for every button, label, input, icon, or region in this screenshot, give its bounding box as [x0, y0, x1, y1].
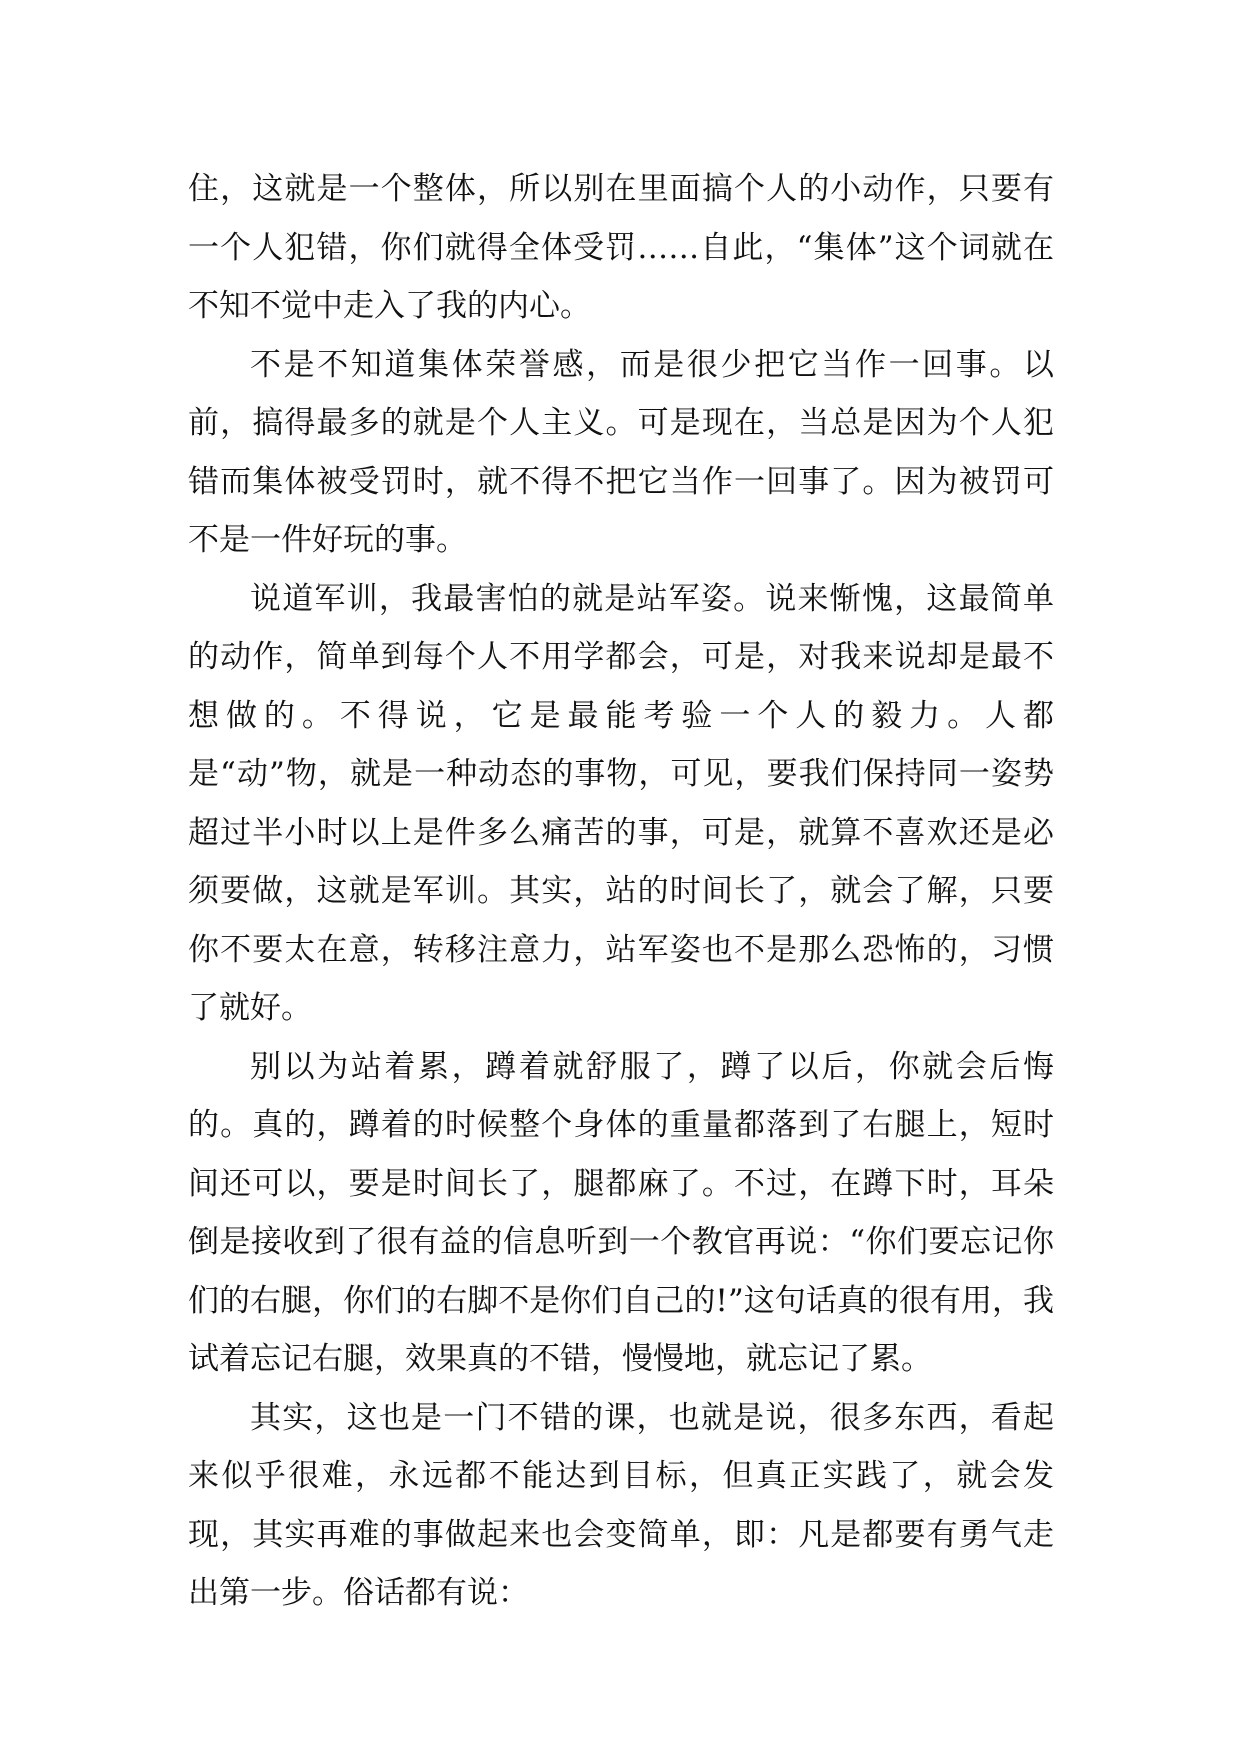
paragraph-continuation: 住，这就是一个整体，所以别在里面搞个人的小动作，只要有一个人犯错，你们就得全体受罚……自此，“集体”这个词就在不知不觉中走入了我的内心。 — [188, 171, 1054, 324]
paragraph-collective-honor: 不是不知道集体荣誉感，而是很少把它当作一回事。以前，搞得最多的就是个人主义。可是现在，当总是因为个人犯错而集体被受罚时，就不得不把它当作一回事了。因为被罚可不是一件好玩的事。 — [188, 346, 1054, 558]
paragraph-first-step: 其实，这也是一门不错的课，也就是说，很多东西，看起来似乎很难，永远都不能达到目标，但真正实践了，就会发现，其实再难的事做起来也会变简单，即：凡是都要有勇气走出第一步。俗话都有说： — [188, 1399, 1054, 1611]
body-text — [188, 160, 1054, 1623]
paragraph-squatting: 别以为站着累，蹲着就舒服了，蹲了以后，你就会后悔的。真的，蹲着的时候整个身体的重量都落到了右腿上，短时间还可以，要是时间长了，腿都麻了。不过，在蹲下时，耳朵倒是接收到了很有益的信息听到一个教官再说：“你们要忘记你们的右腿，你们的右脚不是你们自己的!”这句话真的很有用，我试着忘记右腿，效果真的不错，慢慢地，就忘记了累。 — [188, 1048, 1054, 1377]
paragraph-standing-posture: 说道军训，我最害怕的就是站军姿。说来惭愧，这最简单的动作，简单到每个人不用学都会，可是，对我来说却是最不想做的。不得说，它是最能考验一个人的毅力。人都是“动”物，就是一种动态的事物，可见，要我们保持同一姿势超过半小时以上是件多么痛苦的事，可是，就算不喜欢还是必须要做，这就是军训。其实，站的时间长了，就会了解，只要你不要太在意，转移注意力，站军姿也不是那么恐怖的，习惯了就好。 — [188, 580, 1054, 1026]
